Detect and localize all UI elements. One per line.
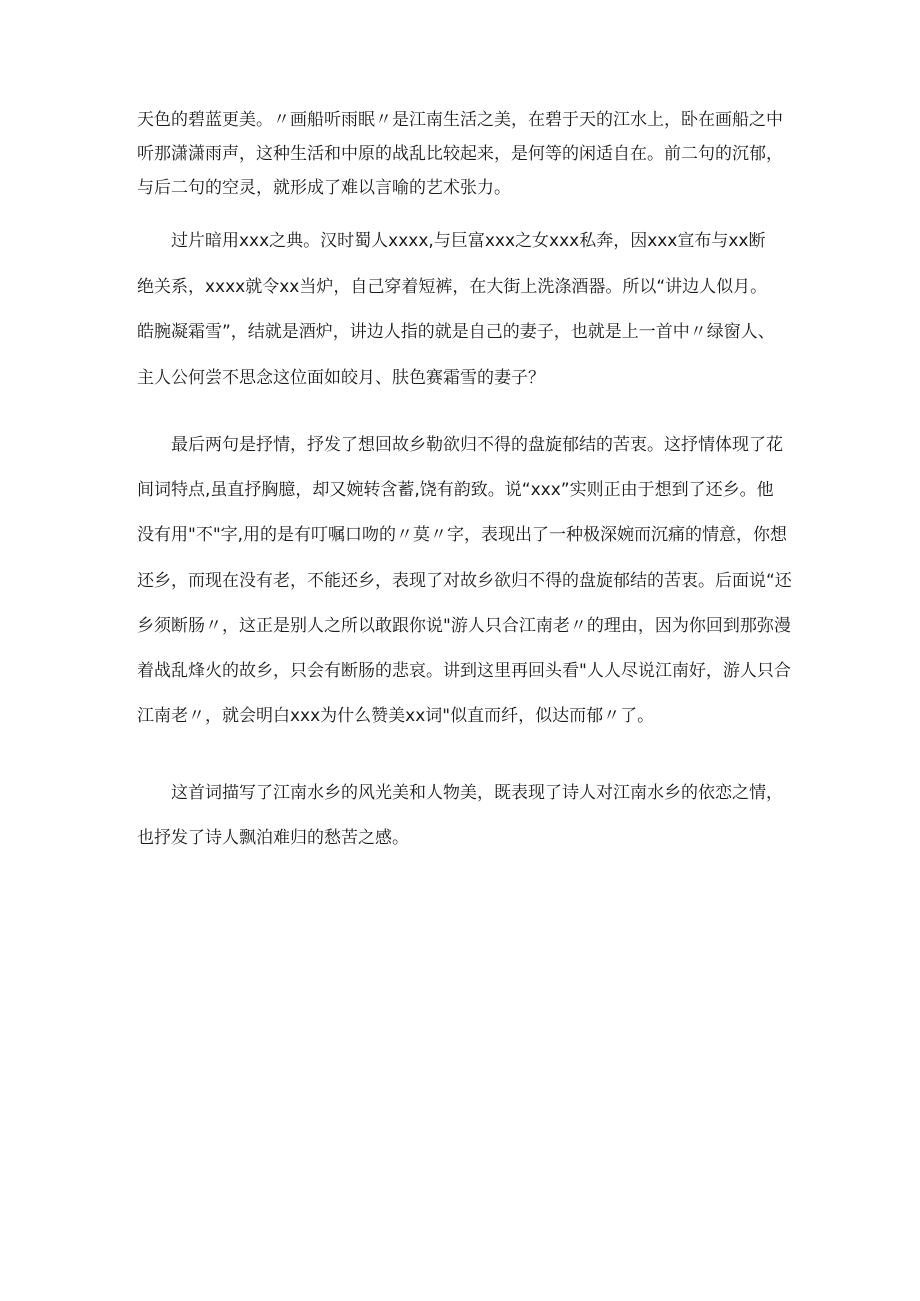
paragraph-line: 江南老〃，就会明白xxx为什么赞美xx词"似直而纤，似达而郁〃了。 <box>137 706 655 727</box>
paragraph-line: 天色的碧蓝更美。〃画船听雨眠〃是江南生活之美，在碧于天的江水上，卧在画船之中 <box>137 110 783 130</box>
paragraph-4 <box>137 771 787 861</box>
paragraph-line: 皓腕凝霜雪”，结就是酒炉，讲边人指的就是自己的妻子，也就是上一首中〃绿窗人、 <box>137 322 775 342</box>
paragraph-2 <box>137 219 787 401</box>
paragraph-line: 过片暗用xxx之典。汉时蜀人xxxx,与巨富xxx之女xxx私奔，因xxx宣布与xx断 <box>137 231 766 251</box>
paragraph-line: 听那潇潇雨声，这种生活和中原的战乱比较起来，是何等的闲适自在。前二句的沉郁， <box>137 144 783 164</box>
paragraph-line: 还乡，而现在没有老，不能还乡，表现了对故乡欲归不得的盘旋郁结的苦衷。后面说“还 <box>137 570 792 591</box>
paragraph-3 <box>137 423 792 739</box>
paragraph-line: 这首词描写了江南水乡的风光美和人物美，既表现了诗人对江南水乡的依恋之情， <box>137 783 783 803</box>
paragraph-line: 乡须断肠〃，这正是别人之所以敢跟你说"游人只合江南老〃的理由，因为你回到那弥漫 <box>137 615 791 636</box>
paragraph-1 <box>137 103 787 205</box>
paragraph-line: 与后二句的空灵，就形成了难以言喻的艺术张力。 <box>137 178 511 198</box>
paragraph-line: 最后两句是抒情，抒发了想回故乡勒欲归不得的盘旋郁结的苦衷。这抒情体现了花 <box>137 435 783 455</box>
paragraph-line: 没有用"不"字,用的是有叮嘱口吻的〃莫〃字，表现出了一种极深婉而沉痛的情意，你想 <box>137 525 788 546</box>
paragraph-line: 也抒发了诗人飘泊难归的愁苦之感。 <box>137 828 409 848</box>
paragraph-line: 绝关系，xxxx就令xx当炉，自己穿着短裤，在大街上洗涤酒器。所以“讲边人似月。 <box>137 276 768 297</box>
paragraph-line: 着战乱烽火的故乡，只会有断肠的悲哀。讲到这里再回头看"人人尽说江南好，游人只合 <box>137 661 791 682</box>
paragraph-line: 间词特点,虽直抒胸臆，却又婉转含蓄,饶有韵致。说“xxx”实则正由于想到了还乡。他 <box>137 480 774 501</box>
paragraph-line: 主人公何尝不思念这位面如皎月、肤色赛霜雪的妻子？ <box>137 367 545 388</box>
